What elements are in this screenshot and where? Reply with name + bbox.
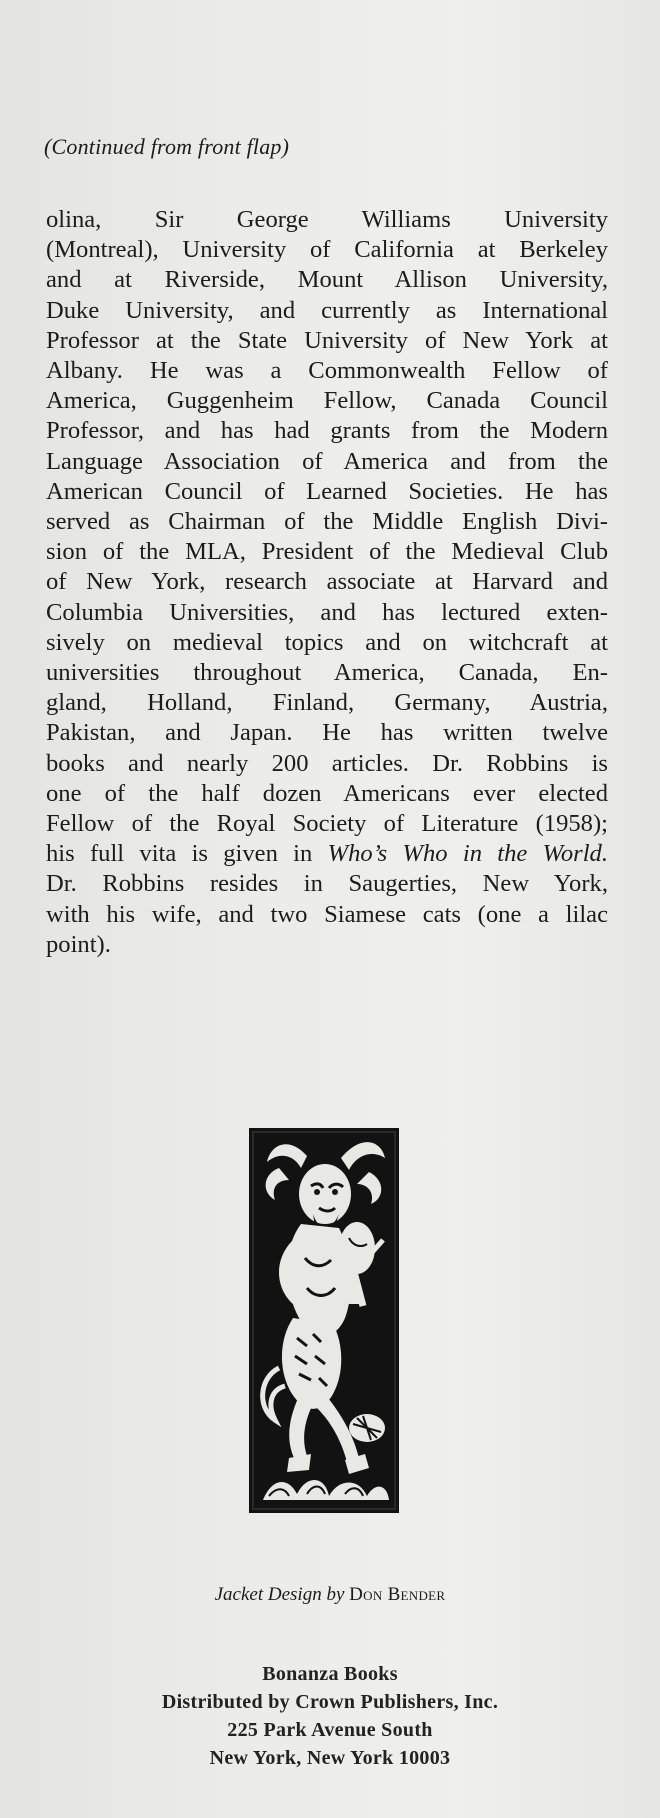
publisher-block [0, 1660, 660, 1772]
bio-line: America, Guggenheim Fellow, Canada Council [46, 387, 608, 415]
vita-prefix: his full vita is given in [46, 840, 328, 868]
bio-line: Dr. Robbins resides in Saugerties, New York, [46, 870, 608, 898]
bio-line: Pakistan, and Japan. He has written twelve [46, 719, 608, 747]
bio-line: Language Association of America and from the [46, 447, 608, 475]
bio-line: Columbia Universities, and has lectured exten- [46, 598, 608, 626]
woodcut-illustration [249, 1128, 399, 1513]
bio-line: sively on medieval topics and on witchcraft at [46, 628, 608, 656]
bio-line-vita [46, 839, 608, 869]
vita-book-title: Who’s Who in the World. [327, 840, 608, 868]
credit-prefix: Jacket Design by [214, 1584, 350, 1605]
satyr-woodcut-icon [249, 1128, 399, 1513]
jacket-design-credit [0, 1584, 660, 1606]
bio-line: of New York, research associate at Harvard and [46, 568, 608, 596]
publisher-name: Bonanza Books [262, 1663, 398, 1685]
bio-line: and at Riverside, Mount Allison University, [46, 266, 608, 294]
bio-line: olina, Sir George Williams University [46, 206, 608, 233]
bio-line: Albany. He was a Commonwealth Fellow of [46, 357, 608, 385]
bio-line: served as Chairman of the Middle English Divi- [46, 508, 608, 536]
bio-line: point). [46, 930, 111, 958]
credit-designer: Don Bender [349, 1584, 446, 1605]
bio-line: gland, Holland, Finland, Germany, Austria, [46, 689, 608, 717]
bio-line: American Council of Learned Societies. He has [46, 477, 608, 505]
publisher-street: 225 Park Avenue South [227, 1719, 433, 1741]
bio-line: Duke University, and currently as International [46, 296, 608, 324]
bio-line: one of the half dozen Americans ever elected [46, 779, 608, 807]
bio-line: with his wife, and two Siamese cats (one a lilac [46, 900, 608, 928]
continued-note: (Continued from front flap) [44, 134, 290, 159]
bio-line: sion of the MLA, President of the Medieval Club [46, 538, 608, 566]
bio-line: Professor, and has had grants from the Modern [46, 417, 608, 445]
publisher-distributor: Distributed by Crown Publishers, Inc. [161, 1691, 499, 1713]
bio-line: Fellow of the Royal Society of Literature (1958); [46, 810, 608, 838]
bio-line: universities throughout America, Canada, En- [46, 659, 608, 687]
publisher-city: New York, New York 10003 [209, 1747, 451, 1769]
bio-line: Professor at the State University of New York at [46, 326, 608, 354]
bio-line: (Montreal), University of California at Berkeley [46, 236, 608, 264]
author-bio [46, 205, 608, 960]
bio-line: books and nearly 200 articles. Dr. Robbins is [46, 749, 608, 777]
